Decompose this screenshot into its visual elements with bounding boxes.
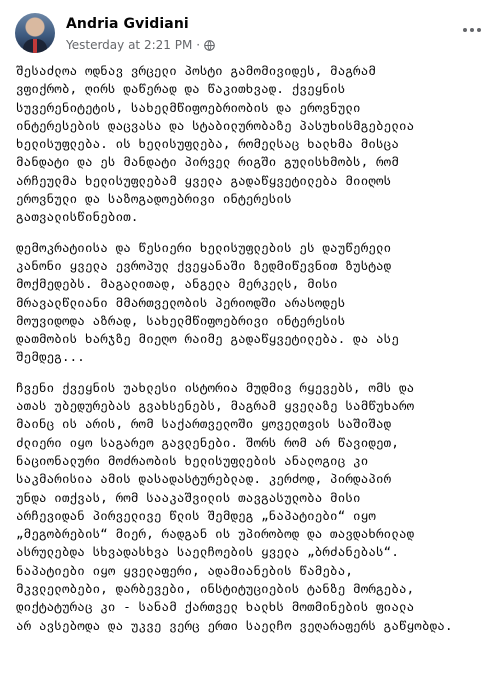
post-paragraph: შესაძლოა ოდნავ ვრცელი პოსტი გამომივიდეს, მაგრამ ვფიქრობ, ღირს დაწერად და წაკითხვად. ქვეყნის სუვერენიტეტის, სახელმწიფოებრიობის და ეროვნული ინტერესების დაცვასა და სტაბილურობაზე პასუხისმგებელია ხელისუფლება. ის ხელისუფლება, რომელსაც ხალხმა მისცა მანდატი და ეს მანდატი პირველ რიგში გულისხმობს, რომ არჩეულმა ხელისუფლებამ ყველა გადაწყვეტილება მიიღოს ეროვნული და საზოგადოებრივი ინტერესის გათვალისწინებით. xyxy=(16,63,415,225)
more-dot xyxy=(477,28,481,32)
globe-icon[interactable] xyxy=(204,40,215,51)
post-paragraph: დემოკრატიისა და წესიერი ხელისუფლების ეს დაუწერელი კანონი ყველა ევროპულ ქვეყანაში ზედმიწევნით ზუსტად მოქმედებს. მაგალითად, ანგელა მერკელს, მისი მრავალწლიანი მმართველობის პერიოდში არასოდეს მოუვიდოდა აზრად, სახელმწიფოებრივი ინტერესის დათმობის ხარჯზე მიეღო რაიმე გადაწყვეტილება. და ასე შემდეგ... xyxy=(16,239,399,365)
post-header xyxy=(0,0,504,62)
more-options-icon[interactable] xyxy=(460,20,484,40)
avatar[interactable] xyxy=(15,13,55,53)
avatar-tie xyxy=(33,39,37,53)
author-name[interactable]: Andria Gvidiani xyxy=(66,16,189,32)
post-timestamp[interactable]: Yesterday at 2:21 PM xyxy=(66,38,193,52)
post-meta xyxy=(66,38,215,52)
post-paragraph: ჩვენი ქვეყნის უახლესი ისტორია მუდმივ რყევებს, ომს და ათას უბედურებას გვახსენებს, მაგრამ ყველაზე სამწუხარო მაინც ის არის, რომ საქართველოში ყოველთვის საშიშად ძლიერი იყო საგარეო გავლენები. შორს რომ არ წავიდეთ, ნაციონალური მოძრაობის ხელისუფლების ანალოგიც კი საკმარისია ამის დასადასტურებლად. კერძოდ, პირდაპირ უნდა ითქვას, რომ სააკაშვილის თავგასულობა მისი არჩევიდან პირველივე წლის შემდეგ „ნაპატიები“ იყო „მეგობრების“ მიერ, რადგან ის უპირობოდ და თავდახრილად ასრულებდა სხვადასხვა საელჩოების ყველა „ბრძანებას“. ნაპატიები იყო ყველაფერი, ადამიანების წამება, მკვლელობები, დარბევები, ინსტიტუციების ტანზე მორგება, დიქტატურაც კი - სანამ ქართველ ხალხს მოთმინების ფიალა არ ავსებოდა და უკვე ვერც ერთი საელჩო ვეღარაფერს გაწყობდა. xyxy=(16,379,453,633)
post-body xyxy=(16,62,490,635)
meta-separator: · xyxy=(196,38,201,52)
more-dot xyxy=(463,28,467,32)
more-dot xyxy=(470,28,474,32)
